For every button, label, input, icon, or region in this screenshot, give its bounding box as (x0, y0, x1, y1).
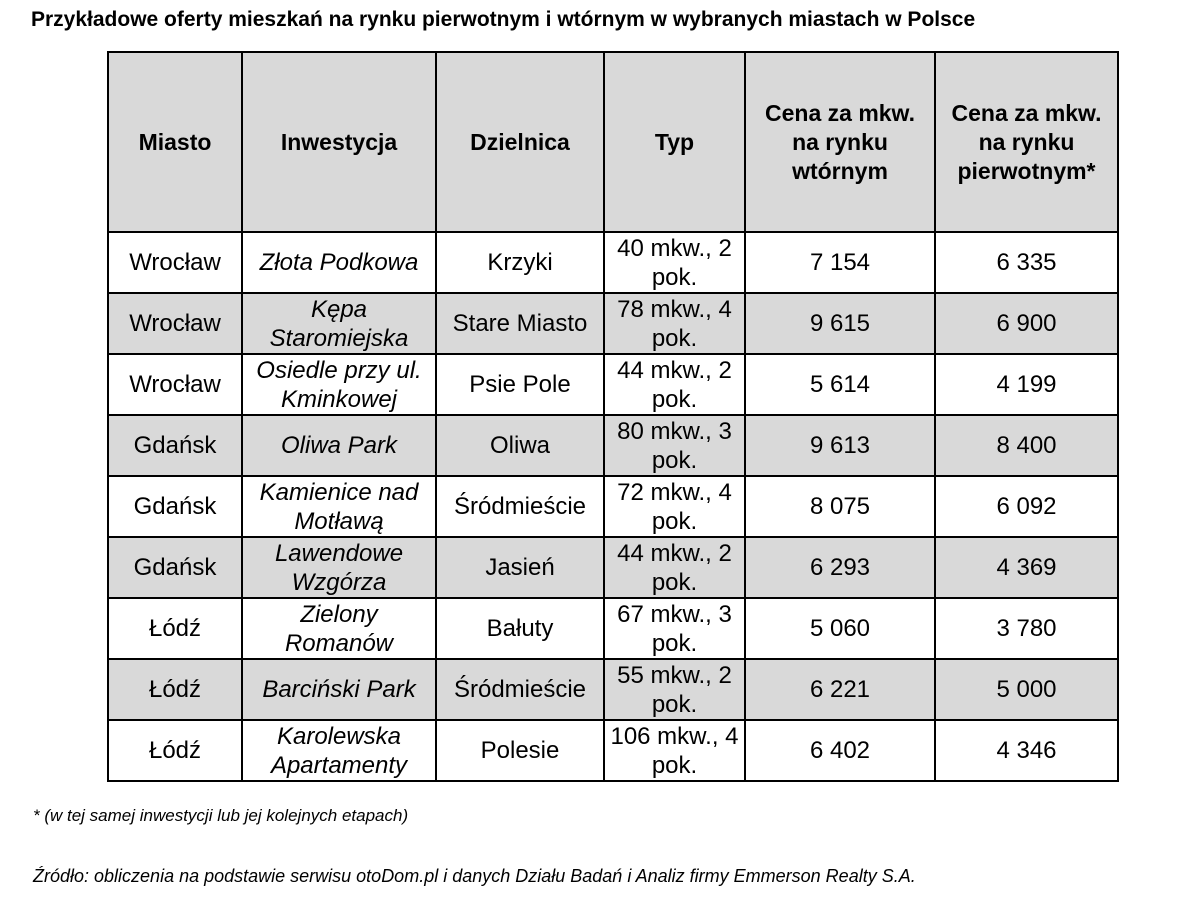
cell-typ: 78 mkw., 4 pok. (604, 293, 745, 354)
table-row (108, 598, 1118, 659)
table-row (108, 293, 1118, 354)
cell-dzielnica: Śródmieście (436, 659, 604, 720)
cell-cena-pierwotny: 5 000 (935, 659, 1118, 720)
header-typ: Typ (604, 52, 745, 232)
table-row (108, 537, 1118, 598)
cell-typ: 55 mkw., 2 pok. (604, 659, 745, 720)
cell-miasto: Łódź (108, 598, 242, 659)
header-cena-pierwotny: Cena za mkw. na rynku pierwotnym* (935, 52, 1118, 232)
cell-typ: 40 mkw., 2 pok. (604, 232, 745, 293)
cell-cena-wtorny: 8 075 (745, 476, 935, 537)
cell-typ: 67 mkw., 3 pok. (604, 598, 745, 659)
header-dzielnica: Dzielnica (436, 52, 604, 232)
cell-cena-pierwotny: 8 400 (935, 415, 1118, 476)
cell-dzielnica: Psie Pole (436, 354, 604, 415)
cell-dzielnica: Oliwa (436, 415, 604, 476)
cell-inwestycja: Zielony Romanów (242, 598, 436, 659)
header-cena-wtorny: Cena za mkw. na rynku wtórnym (745, 52, 935, 232)
cell-miasto: Gdańsk (108, 537, 242, 598)
cell-typ: 44 mkw., 2 pok. (604, 354, 745, 415)
cell-cena-wtorny: 5 060 (745, 598, 935, 659)
cell-miasto: Wrocław (108, 293, 242, 354)
cell-inwestycja: Kamienice nad Motławą (242, 476, 436, 537)
cell-cena-wtorny: 7 154 (745, 232, 935, 293)
cell-inwestycja: Kępa Staromiejska (242, 293, 436, 354)
cell-inwestycja: Osiedle przy ul. Kminkowej (242, 354, 436, 415)
cell-cena-wtorny: 9 615 (745, 293, 935, 354)
footnote: * (w tej samej inwestycji lub jej kolejnych etapach) (33, 806, 409, 825)
cell-cena-wtorny: 5 614 (745, 354, 935, 415)
cell-cena-wtorny: 6 402 (745, 720, 935, 781)
cell-miasto: Łódź (108, 659, 242, 720)
cell-cena-pierwotny: 6 900 (935, 293, 1118, 354)
offers-table (107, 51, 1119, 782)
cell-typ: 72 mkw., 4 pok. (604, 476, 745, 537)
table-row (108, 354, 1118, 415)
source-note: Źródło: obliczenia na podstawie serwisu otoDom.pl i danych Działu Badań i Analiz firmy Emmerson Realty S.A. (33, 866, 916, 886)
cell-miasto: Łódź (108, 720, 242, 781)
header-inwestycja: Inwestycja (242, 52, 436, 232)
cell-inwestycja: Lawendowe Wzgórza (242, 537, 436, 598)
cell-dzielnica: Bałuty (436, 598, 604, 659)
page-title: Przykładowe oferty mieszkań na rynku pierwotnym i wtórnym w wybranych miastach w Polsce (31, 8, 976, 31)
cell-cena-pierwotny: 3 780 (935, 598, 1118, 659)
cell-dzielnica: Jasień (436, 537, 604, 598)
cell-dzielnica: Polesie (436, 720, 604, 781)
cell-cena-wtorny: 6 293 (745, 537, 935, 598)
cell-dzielnica: Śródmieście (436, 476, 604, 537)
table-row (108, 232, 1118, 293)
table-row (108, 415, 1118, 476)
cell-typ: 80 mkw., 3 pok. (604, 415, 745, 476)
cell-miasto: Wrocław (108, 232, 242, 293)
cell-cena-wtorny: 6 221 (745, 659, 935, 720)
cell-cena-pierwotny: 4 369 (935, 537, 1118, 598)
cell-inwestycja: Barciński Park (242, 659, 436, 720)
table-header-row (108, 52, 1118, 232)
table-row (108, 476, 1118, 537)
cell-cena-pierwotny: 6 092 (935, 476, 1118, 537)
cell-inwestycja: Karolewska Apartamenty (242, 720, 436, 781)
cell-dzielnica: Stare Miasto (436, 293, 604, 354)
cell-miasto: Gdańsk (108, 415, 242, 476)
cell-typ: 44 mkw., 2 pok. (604, 537, 745, 598)
cell-typ: 106 mkw., 4 pok. (604, 720, 745, 781)
cell-miasto: Gdańsk (108, 476, 242, 537)
cell-cena-wtorny: 9 613 (745, 415, 935, 476)
table-row (108, 720, 1118, 781)
cell-cena-pierwotny: 6 335 (935, 232, 1118, 293)
header-miasto: Miasto (108, 52, 242, 232)
cell-miasto: Wrocław (108, 354, 242, 415)
cell-inwestycja: Oliwa Park (242, 415, 436, 476)
cell-dzielnica: Krzyki (436, 232, 604, 293)
cell-cena-pierwotny: 4 199 (935, 354, 1118, 415)
table-row (108, 659, 1118, 720)
cell-cena-pierwotny: 4 346 (935, 720, 1118, 781)
cell-inwestycja: Złota Podkowa (242, 232, 436, 293)
